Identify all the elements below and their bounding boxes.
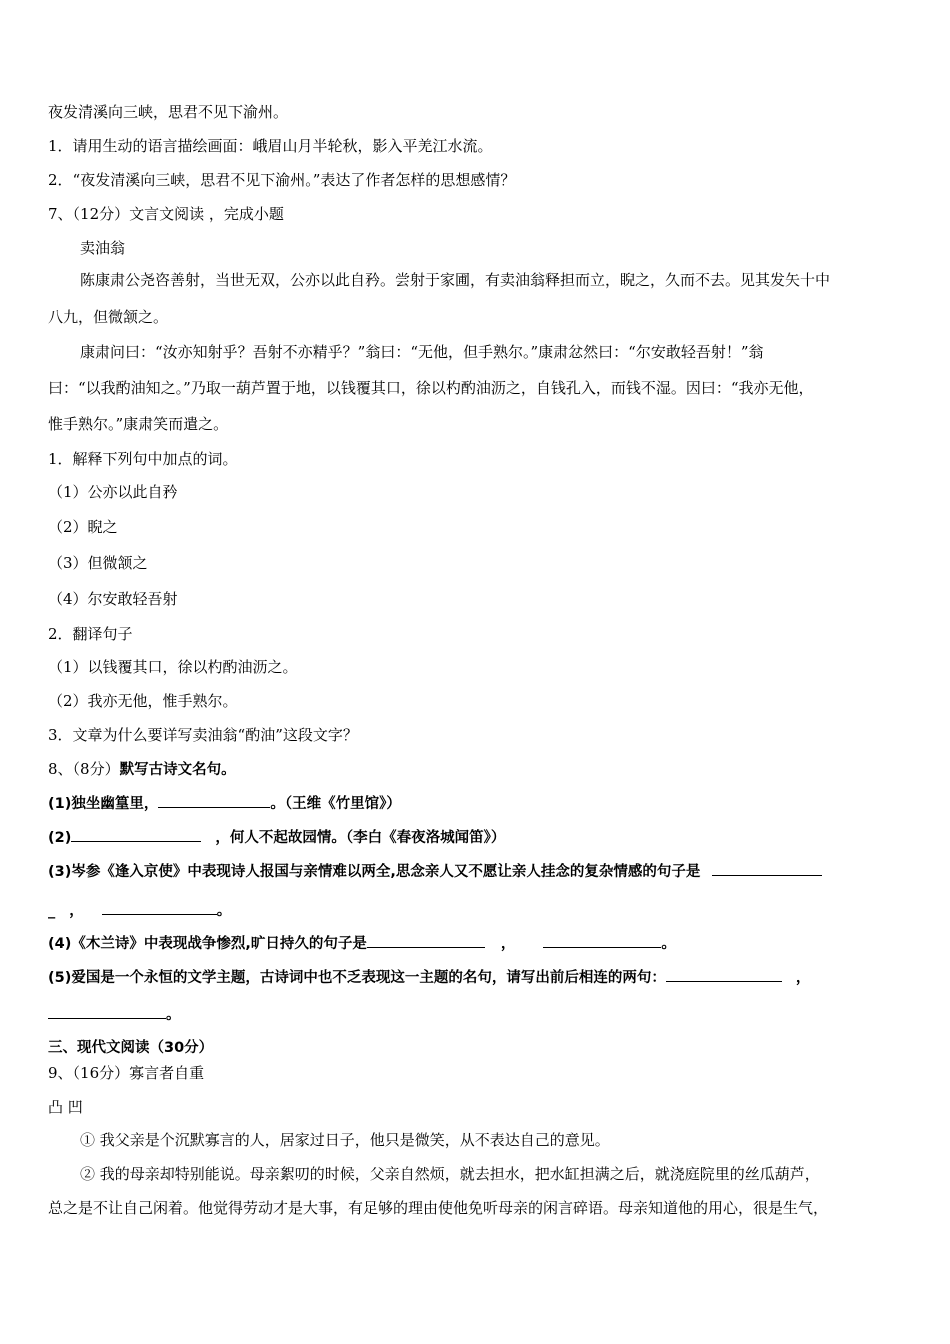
fill-item-5-line2: 。 [48,1004,912,1025]
sub-question-2-item-1: （1）以钱覆其口，徐以杓酌油沥之。 [48,658,298,676]
poem-last-line: 夜发清溪向三峡，思君不见下渝州。 [48,103,289,121]
passage-p2-line1: 康肃问曰：“汝亦知射乎？吾射不亦精乎？”翁曰：“无他，但手熟尔。”康肃忿然曰：“尔安敢轻吾射！”翁 [80,343,764,361]
passage-p1-line1: 陈康肃公尧咨善射，当世无双，公亦以此自矜。尝射于家圃，有卖油翁释担而立，睨之，久而不去。见其发矢十中 [80,271,831,289]
answer-blank[interactable] [367,933,485,948]
answer-blank[interactable] [71,827,201,842]
sub-question-1-item-3: （3）但微颔之 [48,554,148,572]
passage-title: 卖油翁 [80,239,126,257]
poem-question-2: 2．“夜发清溪向三峡，思君不见下渝州。”表达了作者怎样的思想感情？ [48,171,516,189]
sub-question-3: 3．文章为什么要详写卖油翁“酌油”这段文字？ [48,726,358,744]
sub-question-2-item-2: （2）我亦无他，惟手熟尔。 [48,692,238,710]
article-author: 凸 凹 [48,1098,83,1116]
fill-item-1: (1)独坐幽篁里， 。（王维《竹里馆》） [48,793,912,814]
question-7-header: 7、（12分）文言文阅读 ，完成小题 [48,205,284,223]
answer-blank[interactable] [712,861,822,876]
article-p2-line1: ② 我的母亲却特别能说。母亲絮叨的时候，父亲自然烦，就去担水，把水缸担满之后，就浇庭院里的丝瓜葫芦， [80,1165,820,1183]
sub-question-1: 1．解释下列句中加点的词。 [48,450,238,468]
answer-blank[interactable] [48,1004,166,1019]
sub-question-1-item-4: （4）尔安敢轻吾射 [48,590,178,608]
answer-blank[interactable] [158,793,270,808]
passage-p1-line2: 八九，但微颔之。 [48,308,169,326]
fill-item-2: (2) ，何人不起故园情。（李白《春夜洛城闻笛》） [48,827,912,848]
article-p1: ① 我父亲是个沉默寡言的人，居家过日子，他只是微笑，从不表达自己的意见。 [80,1131,610,1149]
fill-item-4: (4)《木兰诗》中表现战争惨烈,旷日持久的句子是 ， 。 [48,933,912,954]
question-8-number: 8、（8分） [48,760,120,778]
sub-question-1-item-2: （2）睨之 [48,518,118,536]
passage-p2-line2: 曰：“以我酌油知之。”乃取一葫芦置于地，以钱覆其口，徐以杓酌油沥之，自钱孔入，而钱不湿。因曰：“我亦无他， [48,379,814,397]
question-8-title: 默写古诗文名句。 [119,762,236,778]
sub-question-1-item-1: （1）公亦以此自矜 [48,483,178,501]
fill-item-3-line2: _ ， 。 [48,900,912,921]
article-p2-line2: 总之是不让自己闲着。他觉得劳动才是大事，有足够的理由使他免听母亲的闲言碎语。母亲知道他的用心，很是生气， [48,1199,829,1217]
question-9-header: 9、（16分）寡言者自重 [48,1064,205,1082]
poem-question-1: 1．请用生动的语言描绘画面：峨眉山月半轮秋，影入平羌江水流。 [48,137,493,155]
answer-blank[interactable] [543,933,661,948]
fill-item-3-line1: (3)岑参《逢入京使》中表现诗人报国与亲情难以两全,思念亲人又不愿让亲人挂念的复杂情感的句子是 [48,861,912,882]
answer-blank[interactable] [666,967,782,982]
sub-question-2: 2．翻译句子 [48,625,133,643]
section-3-heading: 三、现代文阅读（30分） [48,1040,214,1056]
answer-blank[interactable] [102,900,217,915]
passage-p2-line3: 惟手熟尔。”康肃笑而遣之。 [48,415,229,433]
fill-item-5-line1: (5)爱国是一个永恒的文学主题，古诗词中也不乏表现这一主题的名句，请写出前后相连的两句： ， [48,967,912,988]
question-8-header [48,759,912,780]
